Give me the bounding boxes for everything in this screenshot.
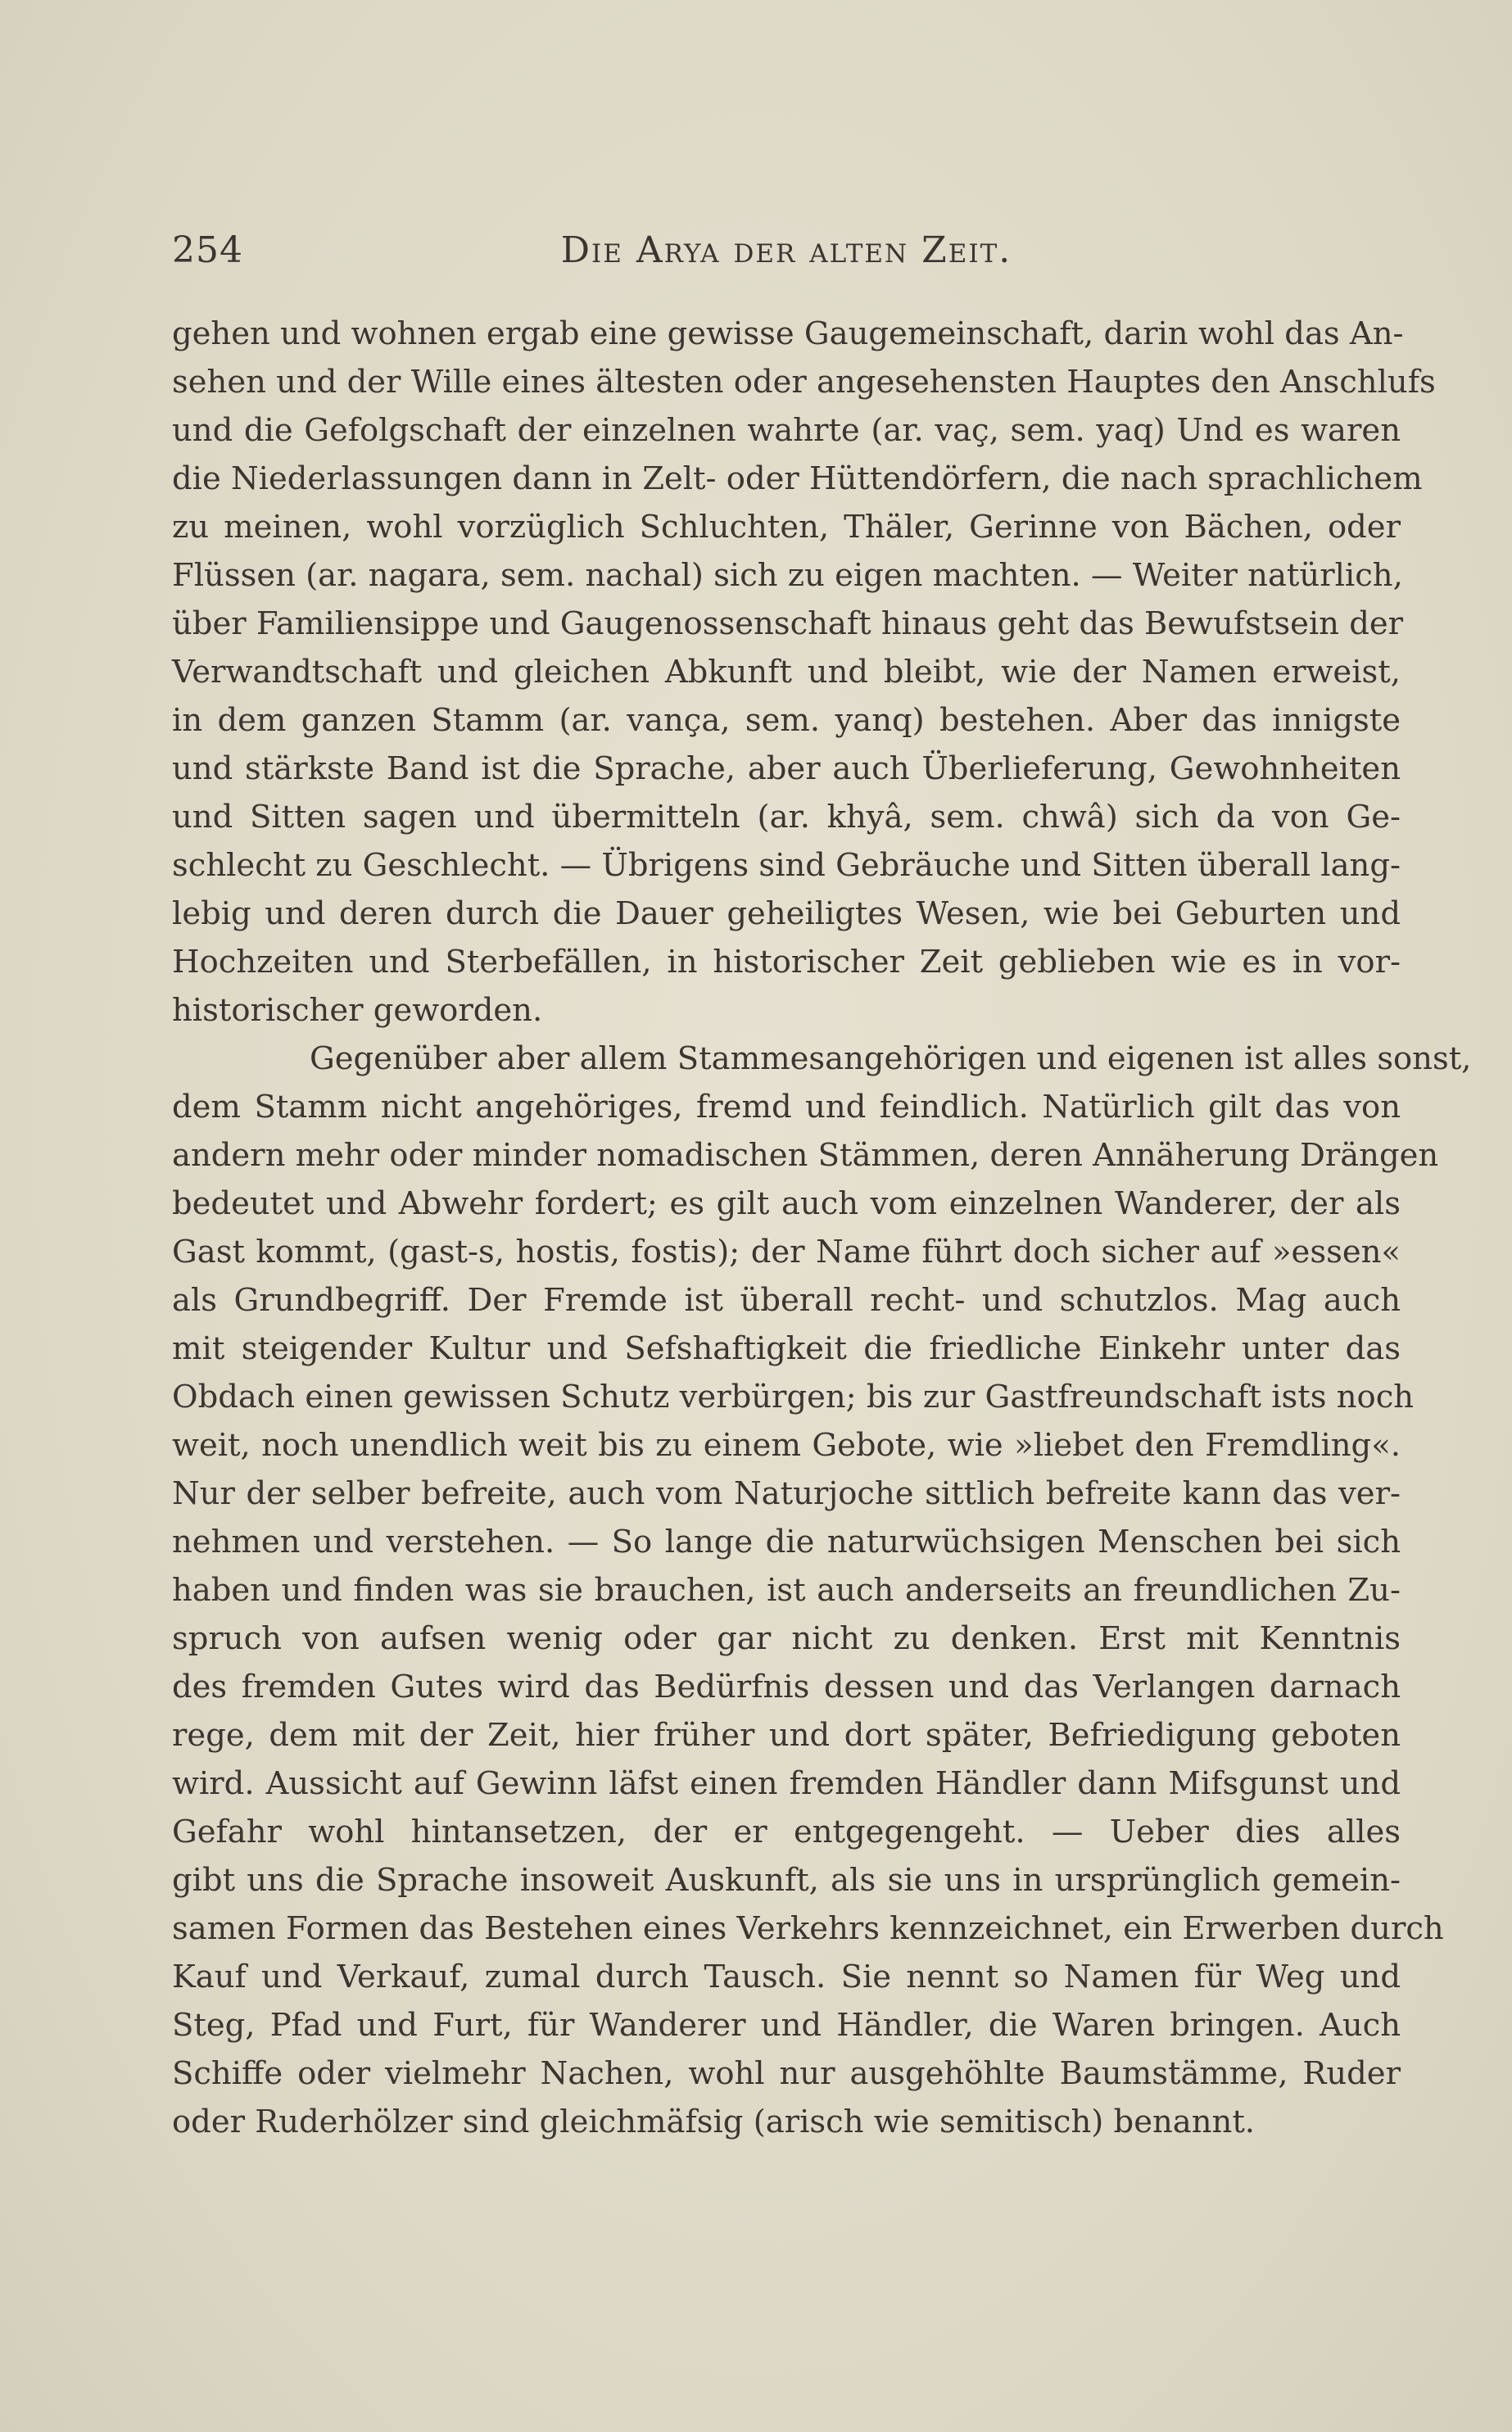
text-line: bedeutet und Abwehr fordert; es gilt auch vom einzelnen Wanderer, der als — [172, 1185, 1401, 1222]
text-line: Schiffe oder vielmehr Nachen, wohl nur ausgehöhlte Baumstämme, Ruder — [172, 2055, 1401, 2092]
text-line: und stärkste Band ist die Sprache, aber auch Überlieferung, Gewohnheiten — [172, 750, 1401, 787]
text-line: gehen und wohnen ergab eine gewisse Gaugemeinschaft, darin wohl das An- — [172, 315, 1404, 352]
text-line: sehen und der Wille eines ältesten oder angesehensten Hauptes den Anschlufs — [172, 364, 1436, 401]
text-line: haben und finden was sie brauchen, ist auch anderseits an freundlichen Zu- — [172, 1572, 1401, 1609]
text-line: mit steigender Kultur und Sefshaftigkeit die friedliche Einkehr unter das — [172, 1330, 1401, 1367]
text-line: in dem ganzen Stamm (ar. vança, sem. yanq) bestehen. Aber das innigste — [172, 702, 1401, 739]
text-line: nehmen und verstehen. — So lange die naturwüchsigen Menschen bei sich — [172, 1524, 1401, 1560]
text-line: lebig und deren durch die Dauer geheiligtes Wesen, wie bei Geburten und — [172, 895, 1401, 932]
text-line: über Familiensippe und Gaugenossenschaft hinaus geht das Bewufstsein der — [172, 605, 1404, 642]
text-line: Verwandtschaft und gleichen Abkunft und bleibt, wie der Namen erweist, — [172, 654, 1401, 691]
text-line: als Grundbegriff. Der Fremde ist überall recht- und schutzlos. Mag auch — [172, 1282, 1401, 1319]
text-line: spruch von aufsen wenig oder gar nicht zu denken. Erst mit Kenntnis — [172, 1620, 1401, 1657]
text-line: und Sitten sagen und übermitteln (ar. khyâ, sem. chwâ) sich da von Ge- — [172, 799, 1401, 836]
text-line: Gegenüber aber allem Stammesangehörigen und eigenen ist alles sonst, — [310, 1040, 1472, 1077]
text-line: schlecht zu Geschlecht. — Übrigens sind Gebräuche und Sitten überall lang- — [172, 847, 1401, 884]
text-line: zu meinen, wohl vorzüglich Schluchten, Thäler, Gerinne von Bächen, oder — [172, 509, 1401, 546]
text-line: Gast kommt, (gast-s, hostis, fostis); der Name führt doch sicher auf »essen« — [172, 1234, 1401, 1270]
text-line: gibt uns die Sprache insoweit Auskunft, als sie uns in ursprünglich gemein- — [172, 1862, 1401, 1899]
text-line: und die Gefolgschaft der einzelnen wahrte (ar. vaç, sem. yaq) Und es waren — [172, 412, 1401, 449]
text-line: des fremden Gutes wird das Bedürfnis dessen und das Verlangen darnach — [172, 1669, 1401, 1705]
text-line: dem Stamm nicht angehöriges, fremd und feindlich. Natürlich gilt das von — [172, 1089, 1401, 1125]
text-line: Gefahr wohl hintansetzen, der er entgegengeht. — Ueber dies alles — [172, 1814, 1401, 1850]
text-line: Steg, Pfad und Furt, für Wanderer und Händler, die Waren bringen. Auch — [172, 2007, 1401, 2044]
running-title: Die Arya der alten Zeit. — [560, 229, 1012, 271]
text-line: rege, dem mit der Zeit, hier früher und dort später, Befriedigung geboten — [172, 1717, 1401, 1754]
text-line: Flüssen (ar. nagara, sem. nachal) sich zu eigen machten. — Weiter natürlich, — [172, 557, 1403, 594]
text-line: weit, noch unendlich weit bis zu einem Gebote, wie »liebet den Fremdling«. — [172, 1427, 1401, 1464]
text-line: Obdach einen gewissen Schutz verbürgen; bis zur Gastfreundschaft ists noch — [172, 1379, 1415, 1415]
body-text — [172, 310, 1472, 2146]
text-line: wird. Aussicht auf Gewinn läfst einen fremden Händler dann Mifsgunst und — [172, 1765, 1401, 1802]
text-line: historischer geworden. — [172, 992, 543, 1029]
text-line: Kauf und Verkauf, zumal durch Tausch. Sie nennt so Namen für Weg und — [172, 1959, 1401, 1995]
text-line: Hochzeiten und Sterbefällen, in historischer Zeit geblieben wie es in vor- — [172, 944, 1401, 980]
page-header — [172, 229, 1401, 287]
text-line: Nur der selber befreite, auch vom Naturjoche sittlich befreite kann das ver- — [172, 1475, 1401, 1512]
text-line: oder Ruderhölzer sind gleichmäfsig (arisch wie semitisch) benannt. — [172, 2104, 1256, 2140]
text-line: die Niederlassungen dann in Zelt- oder Hüttendörfern, die nach sprachlichem — [172, 460, 1423, 497]
page-number: 254 — [172, 229, 243, 271]
text-line: andern mehr oder minder nomadischen Stämmen, deren Annäherung Drängen — [172, 1137, 1439, 1174]
text-line: samen Formen das Bestehen eines Verkehrs kennzeichnet, ein Erwerben durch — [172, 1910, 1444, 1947]
